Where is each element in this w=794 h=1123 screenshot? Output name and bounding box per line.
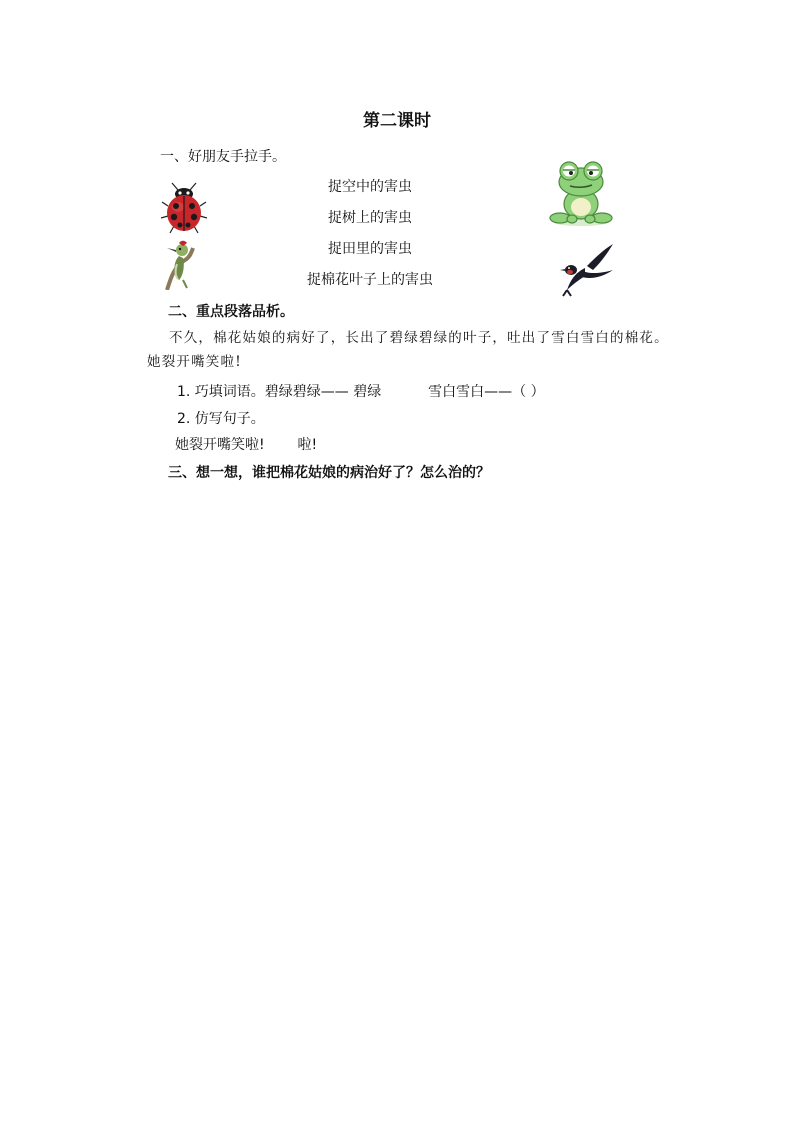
question-2-answer-line bbox=[175, 434, 317, 454]
frog-image bbox=[548, 158, 614, 228]
matching-item-1: 捉空中的害虫 bbox=[328, 179, 412, 195]
page-title: 第二课时 bbox=[363, 111, 431, 131]
question-2-label: 2. 仿写句子。 bbox=[177, 411, 265, 427]
matching-item-3: 捉田里的害虫 bbox=[328, 241, 412, 257]
ladybug-image bbox=[160, 182, 208, 236]
question-2-blank: 啦! bbox=[297, 437, 318, 453]
question-1-label: 1. 巧填词语。碧绿碧绿—— bbox=[177, 384, 349, 400]
swallow-icon bbox=[560, 244, 613, 296]
woodpecker-image bbox=[163, 234, 197, 290]
question-1-answer: 碧绿 bbox=[353, 384, 382, 400]
ladybug-icon bbox=[161, 183, 207, 233]
section2-heading: 二、重点段落品析。 bbox=[168, 304, 294, 320]
section1-heading: 一、好朋友手拉手。 bbox=[160, 149, 286, 165]
question-1 bbox=[177, 381, 545, 401]
passage-paragraph: 不久，棉花姑娘的病好了，长出了碧绿碧绿的叶子，吐出了雪白雪白的棉花。她裂开嘴笑啦! bbox=[147, 330, 669, 370]
frog-icon bbox=[550, 162, 612, 226]
matching-item-2: 捉树上的害虫 bbox=[328, 210, 412, 226]
matching-item-4: 捉棉花叶子上的害虫 bbox=[307, 272, 433, 288]
question-1-part2: 雪白雪白——（ ） bbox=[428, 384, 545, 400]
question-2-example: 她裂开嘴笑啦! bbox=[175, 437, 265, 453]
woodpecker-icon bbox=[167, 241, 193, 290]
section3-heading: 三、想一想，谁把棉花姑娘的病治好了？怎么治的？ bbox=[168, 465, 490, 481]
swallow-image bbox=[557, 240, 615, 298]
